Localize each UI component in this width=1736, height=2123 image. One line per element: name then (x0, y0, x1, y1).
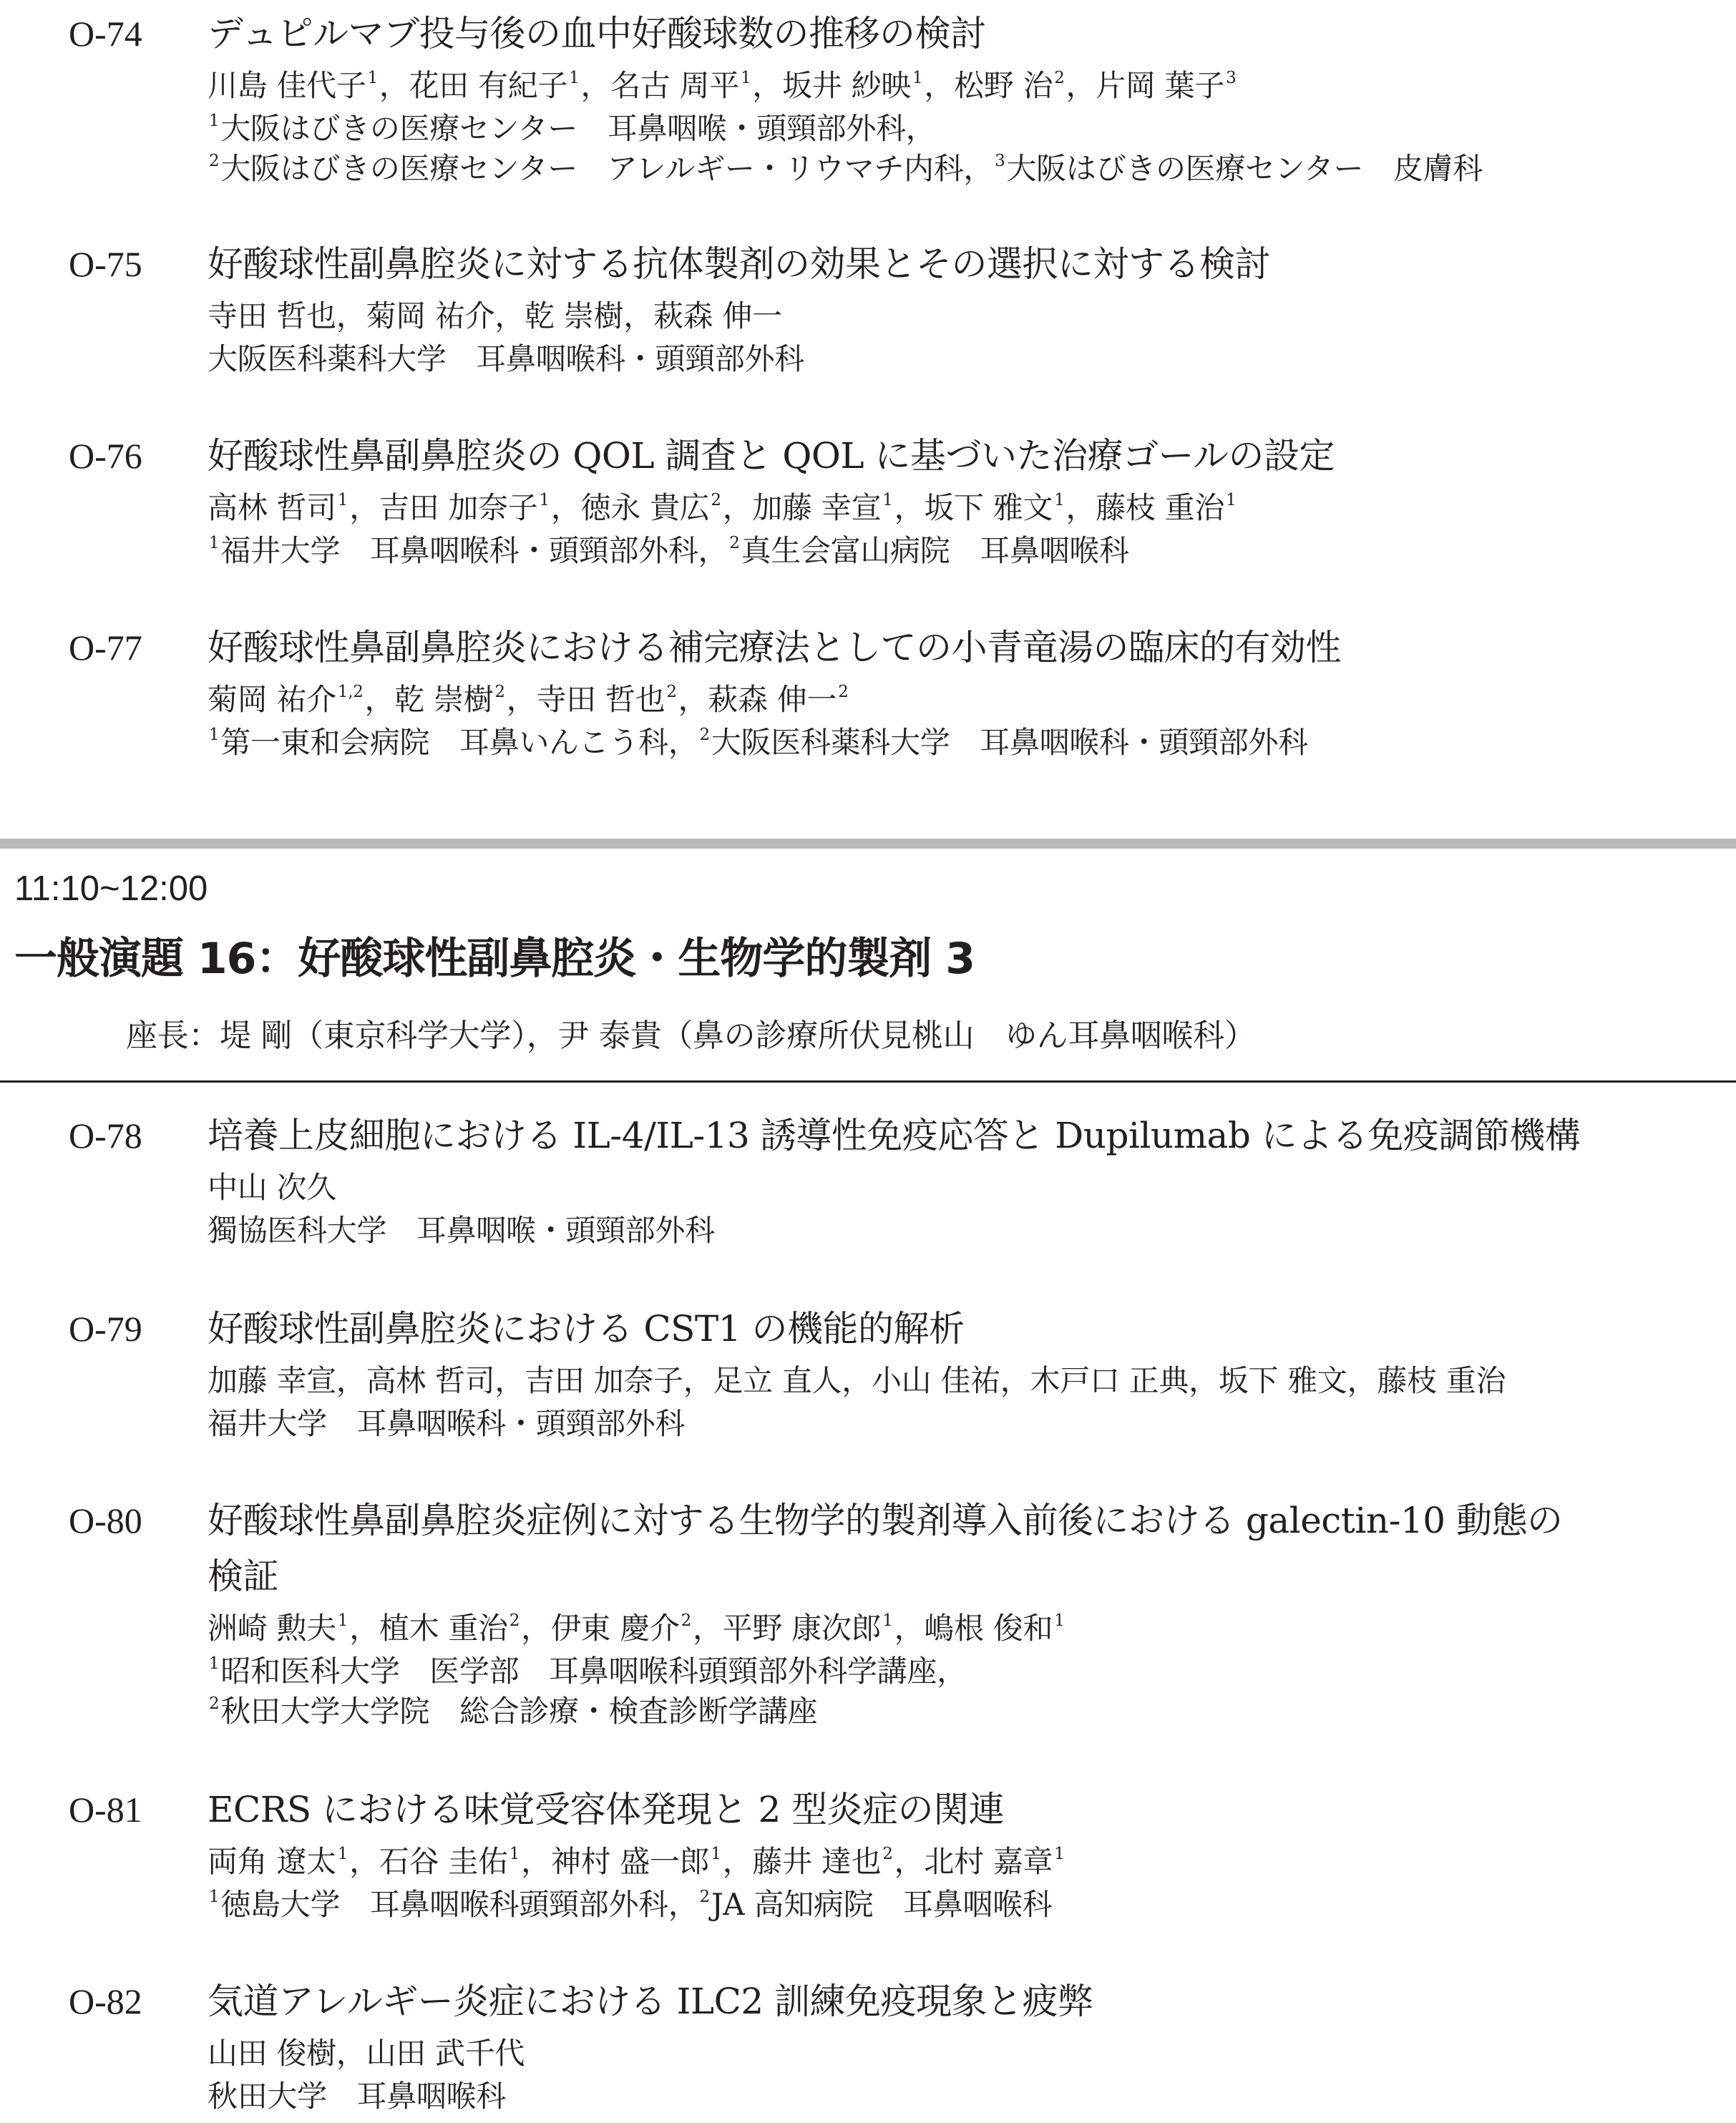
presentation-title: 好酸球性鼻副鼻腔炎の QOL 調査と QOL に基づいた治療ゴールの設定 (208, 435, 1335, 477)
affiliation-mark: 2 (209, 152, 220, 170)
author-separator: ， (894, 1611, 925, 1646)
author-name: 寺田 哲也 (536, 682, 665, 717)
author-name: 菊岡 祐介 (366, 298, 495, 333)
session-chairs: 座長：堤 剛（東京科学大学），尹 泰貴（鼻の診療所伏見桃山 ゆん耳鼻咽喉科） (126, 1017, 1256, 1054)
affiliation-text: 大阪はびきの医療センター 耳鼻咽喉・頭頸部外科， (220, 111, 936, 146)
author-separator: ， (752, 68, 783, 103)
presentation-number: O-75 (69, 244, 142, 284)
presentation-number: O-82 (69, 1981, 142, 2021)
presentation-title: 好酸球性副鼻腔炎に対する抗体製剤の効果とその選択に対する検討 (208, 243, 1270, 285)
author-affiliation-mark: 2 (494, 683, 505, 701)
affiliation-line (208, 109, 935, 149)
author-affiliation-mark: 1 (337, 1845, 348, 1863)
author-name: 中山 次久 (208, 1170, 336, 1205)
author-separator: ， (336, 298, 366, 333)
author-name: 徳永 貴広 (580, 490, 710, 525)
affiliation-text: 福井大学 耳鼻咽喉科・頭頸部外科 (208, 1406, 686, 1441)
author-name: 足立 直人 (713, 1363, 842, 1398)
author-separator: ， (494, 1363, 525, 1398)
author-separator: ， (894, 490, 925, 525)
author-separator: ， (550, 490, 581, 525)
session-title: 一般演題 16：好酸球性副鼻腔炎・生物学的製剤 3 (14, 934, 975, 984)
author-separator: ， (506, 682, 537, 717)
author-name: 洲崎 勲夫 (208, 1611, 336, 1646)
author-affiliation-mark: 1 (711, 1845, 721, 1863)
presentation-title: 好酸球性副鼻腔炎における CST1 の機能的解析 (208, 1308, 965, 1350)
author-list (208, 1168, 336, 1208)
presentation-number: O-81 (69, 1790, 142, 1830)
presentation-title: ECRS における味覚受容体発現と 2 型炎症の関連 (208, 1789, 1005, 1830)
author-name: 山田 武千代 (366, 2036, 525, 2071)
affiliation-text: 真生会富山病院 耳鼻咽喉科 (741, 533, 1129, 568)
author-name: 片岡 葉子 (1096, 68, 1225, 103)
author-separator: ， (349, 1844, 379, 1879)
author-name: 坂下 雅文 (1218, 1363, 1347, 1398)
session-time: 11:10~12:00 (14, 869, 208, 908)
author-separator: ， (1066, 68, 1096, 103)
affiliation-text: 昭和医科大学 医学部 耳鼻咽喉科頭頸部外科学講座， (220, 1654, 967, 1689)
author-name: 名古 周平 (610, 68, 740, 103)
presentation-title: 培養上皮細胞における IL-4/IL-13 誘導性免疫応答と Dupilumab による免疫調節機構 (208, 1115, 1581, 1156)
presentation-number: O-80 (69, 1500, 142, 1541)
author-name: 吉田 加奈子 (379, 490, 538, 525)
affiliation-text: 徳島大学 耳鼻咽喉科頭頸部外科， (220, 1887, 698, 1922)
author-separator: ， (678, 682, 708, 717)
author-name: 坂井 紗映 (782, 68, 911, 103)
author-separator: ， (349, 1611, 379, 1646)
author-name: 植木 重治 (379, 1611, 508, 1646)
author-affiliation-mark: 1 (569, 69, 580, 87)
author-affiliation-mark: 1 (1226, 491, 1237, 509)
affiliation-line (208, 1885, 1053, 1925)
author-separator: ， (580, 68, 611, 103)
author-separator: ， (924, 68, 955, 103)
author-name: 石谷 圭佑 (379, 1844, 508, 1879)
author-affiliation-mark: 1 (539, 491, 550, 509)
affiliation-text: 大阪はびきの医療センター アレルギー・リウマチ内科， (220, 151, 994, 186)
author-separator: ， (683, 1363, 713, 1398)
author-name: 嶋根 俊和 (924, 1611, 1053, 1646)
affiliation-text: 大阪医科薬科大学 耳鼻咽喉科・頭頸部外科 (711, 725, 1308, 760)
presentation-title: 好酸球性鼻副鼻腔炎における補完療法としての小青竜湯の臨床的有効性 (208, 627, 1341, 668)
author-list (208, 1609, 1066, 1649)
affiliation-line (208, 1651, 967, 1692)
author-list (208, 680, 850, 720)
affiliation-mark: 1 (209, 1888, 220, 1906)
author-affiliation-mark: 1,2 (337, 683, 364, 701)
author-affiliation-mark: 2 (681, 1611, 692, 1630)
author-separator: ， (379, 68, 409, 103)
affiliation-line (208, 339, 804, 379)
author-separator: ， (722, 1844, 753, 1879)
affiliation-text: 大阪はびきの医療センター 皮膚科 (1006, 151, 1483, 186)
author-separator: ， (336, 1363, 366, 1398)
author-name: 藤枝 重治 (1096, 490, 1225, 525)
author-affiliation-mark: 1 (741, 69, 751, 87)
author-name: 花田 有紀子 (409, 68, 568, 103)
author-separator: ， (1066, 490, 1096, 525)
author-affiliation-mark: 1 (1054, 1611, 1065, 1630)
author-list (208, 296, 782, 336)
affiliation-text: JA 高知病院 耳鼻咽喉科 (711, 1887, 1053, 1922)
author-list (208, 1842, 1066, 1882)
author-affiliation-mark: 2 (838, 683, 849, 701)
session-divider-bar (0, 839, 1736, 849)
author-name: 木戸口 正典 (1030, 1363, 1189, 1398)
author-separator: ， (1189, 1363, 1219, 1398)
affiliation-mark: 1 (209, 534, 220, 552)
author-affiliation-mark: 1 (882, 491, 893, 509)
author-separator: ， (364, 682, 395, 717)
presentation-number: O-74 (69, 14, 142, 54)
affiliation-mark: 2 (729, 534, 740, 552)
affiliation-line (208, 723, 1308, 763)
author-name: 平野 康次郎 (722, 1611, 882, 1646)
author-affiliation-mark: 1 (1054, 491, 1065, 509)
affiliation-text: 第一東和会病院 耳鼻いんこう科， (220, 725, 698, 760)
affiliation-text: 秋田大学 耳鼻咽喉科 (208, 2079, 507, 2114)
presentation-number: O-79 (69, 1309, 142, 1349)
presentation-number: O-78 (69, 1116, 142, 1156)
author-separator: ， (1000, 1363, 1030, 1398)
author-name: 吉田 加奈子 (525, 1363, 683, 1398)
author-affiliation-mark: 3 (1226, 69, 1237, 87)
author-name: 北村 嘉章 (924, 1844, 1053, 1879)
author-separator: ， (693, 1611, 723, 1646)
affiliation-mark: 1 (209, 1654, 220, 1673)
presentation-number: O-77 (69, 628, 142, 668)
author-name: 藤井 達也 (752, 1844, 882, 1879)
author-separator: ， (623, 298, 653, 333)
author-separator: ， (1347, 1363, 1377, 1398)
author-name: 寺田 哲也 (208, 298, 336, 333)
author-affiliation-mark: 2 (509, 1611, 520, 1630)
author-affiliation-mark: 2 (666, 683, 677, 701)
author-affiliation-mark: 2 (882, 1845, 893, 1863)
author-affiliation-mark: 2 (711, 491, 721, 509)
author-separator: ， (349, 490, 379, 525)
affiliation-mark: 1 (209, 726, 220, 744)
presentation-title: デュピルマブ投与後の血中好酸球数の推移の検討 (208, 13, 986, 54)
author-affiliation-mark: 1 (882, 1611, 893, 1630)
presentation-number: O-76 (69, 436, 142, 476)
author-separator: ， (722, 490, 753, 525)
author-list (208, 1361, 1506, 1401)
affiliation-mark: 2 (209, 1694, 220, 1713)
author-name: 藤枝 重治 (1377, 1363, 1506, 1398)
affiliation-text: 秋田大学大学院 総合診療・検査診断学講座 (220, 1694, 818, 1729)
author-name: 高林 哲司 (366, 1363, 495, 1398)
author-affiliation-mark: 2 (1054, 69, 1065, 87)
affiliation-line (208, 531, 1129, 571)
affiliation-line (208, 1692, 817, 1732)
author-affiliation-mark: 1 (509, 1845, 520, 1863)
author-list (208, 66, 1237, 106)
author-name: 加藤 幸宣 (208, 1363, 336, 1398)
affiliation-text: 大阪医科薬科大学 耳鼻咽喉科・頭頸部外科 (208, 341, 805, 376)
author-name: 乾 崇樹 (525, 298, 624, 333)
affiliation-line (208, 1404, 685, 1444)
author-name: 神村 盛一郎 (550, 1844, 710, 1879)
presentation-title: 気道アレルギー炎症における ILC2 訓練免疫現象と疲弊 (208, 1981, 1093, 2022)
author-name: 川島 佳代子 (208, 68, 366, 103)
author-separator: ， (894, 1844, 925, 1879)
author-separator: ， (494, 298, 525, 333)
author-list (208, 488, 1237, 528)
presentation-title: 好酸球性鼻副鼻腔炎症例に対する生物学的製剤導入前後における galectin-10 動態の 検証 (208, 1500, 1563, 1597)
author-name: 乾 崇樹 (394, 682, 494, 717)
author-affiliation-mark: 1 (912, 69, 923, 87)
affiliation-mark: 1 (209, 112, 220, 130)
affiliation-line (208, 2076, 506, 2117)
author-affiliation-mark: 1 (1054, 1845, 1065, 1863)
author-name: 松野 治 (954, 68, 1053, 103)
author-name: 加藤 幸宣 (752, 490, 882, 525)
affiliation-line (208, 1211, 715, 1251)
author-separator: ， (842, 1363, 872, 1398)
author-affiliation-mark: 1 (337, 1611, 348, 1630)
author-name: 坂下 雅文 (924, 490, 1053, 525)
author-name: 高林 哲司 (208, 490, 336, 525)
author-affiliation-mark: 1 (367, 69, 378, 87)
author-separator: ， (521, 1844, 551, 1879)
author-name: 山田 俊樹 (208, 2036, 336, 2071)
author-affiliation-mark: 1 (337, 491, 348, 509)
author-name: 萩森 伸一 (708, 682, 837, 717)
author-list (208, 2034, 525, 2074)
affiliation-text: 獨協医科大学 耳鼻咽喉・頭頸部外科 (208, 1213, 715, 1248)
affiliation-line (208, 149, 1483, 189)
affiliation-mark: 2 (699, 726, 710, 744)
author-name: 伊東 慶介 (550, 1611, 680, 1646)
affiliation-mark: 2 (699, 1888, 710, 1906)
author-separator: ， (521, 1611, 551, 1646)
session-rule (0, 1080, 1736, 1083)
affiliation-text: 福井大学 耳鼻咽喉科・頭頸部外科， (220, 533, 728, 568)
author-name: 萩森 伸一 (653, 298, 782, 333)
author-name: 菊岡 祐介 (208, 682, 336, 717)
author-name: 両角 遼太 (208, 1844, 336, 1879)
author-separator: ， (336, 2036, 366, 2071)
author-name: 小山 佳祐 (871, 1363, 1000, 1398)
affiliation-mark: 3 (995, 152, 1005, 170)
